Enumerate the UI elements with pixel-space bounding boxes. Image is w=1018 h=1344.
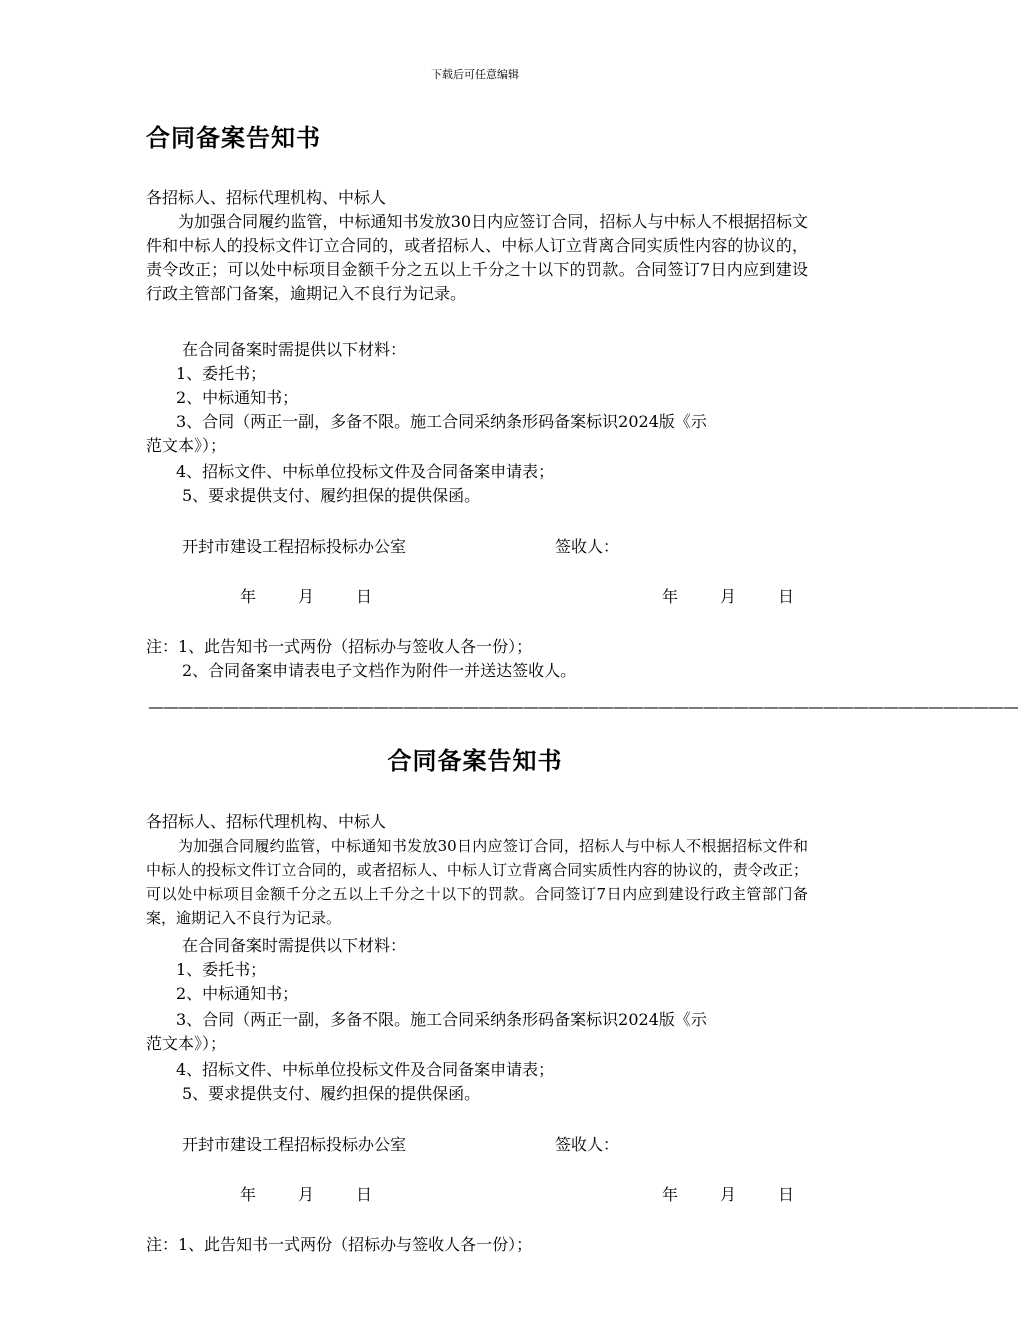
- addressee: 各招标人、招标代理机构、中标人: [146, 188, 387, 207]
- date-month: 月: [720, 587, 737, 606]
- body-paragraph: 为加强合同履约监管，中标通知书发放30日内应签订合同，招标人与中标人不根据招标文件和中标人的投标文件订立合同的，或者招标人、中标人订立背离合同实质性内容的协议的，责令改正；可以处中标项目金额千分之五以上千分之十以下的罚款。合同签订7日内应到建设行政主管部门备案，逾期记入不良行为记录。: [146, 212, 808, 303]
- note-1: 注：1、此告知书一式两份（招标办与签收人各一份）；: [146, 637, 533, 656]
- date-year: 年: [662, 587, 679, 606]
- material-item-3-cont: 范文本》）；: [146, 436, 227, 455]
- material-item-5: 5、要求提供支付、履约担保的提供保函。: [182, 1084, 481, 1103]
- material-item-3-cont: 范文本》）；: [146, 1034, 227, 1053]
- signer-label: 签收人：: [555, 1135, 620, 1154]
- material-item-2: 2、中标通知书；: [176, 388, 299, 407]
- date-day: 日: [778, 1185, 795, 1204]
- material-item-5: 5、要求提供支付、履约担保的提供保函。: [182, 486, 481, 505]
- signer-label: 签收人：: [555, 537, 620, 556]
- notice-title: 合同备案告知书: [146, 123, 321, 152]
- material-item-4: 4、招标文件、中标单位投标文件及合同备案申请表；: [176, 1060, 555, 1079]
- materials-intro: 在合同备案时需提供以下材料：: [182, 936, 407, 955]
- date-month: 月: [298, 587, 315, 606]
- date-month: 月: [720, 1185, 737, 1204]
- note-1: 注：1、此告知书一式两份（招标办与签收人各一份）；: [146, 1235, 533, 1254]
- material-item-2: 2、中标通知书；: [176, 984, 299, 1003]
- body-paragraph: 为加强合同履约监管，中标通知书发放30日内应签订合同，招标人与中标人不根据招标文件和中标人的投标文件订立合同的，或者招标人、中标人订立背离合同实质性内容的协议的，责令改正；可以处中标项目金额千分之五以上千分之十以下的罚款。合同签订7日内应到建设行政主管部门备案，逾期记入不良行为记录。: [146, 837, 808, 927]
- date-day: 日: [356, 587, 373, 606]
- date-year: 年: [240, 587, 257, 606]
- header-note: 下载后可任意编辑: [431, 68, 519, 81]
- material-item-3: 3、合同（两正一副，多备不限。施工合同采纳条形码备案标识2024版《示: [176, 412, 707, 431]
- date-year: 年: [240, 1185, 257, 1204]
- addressee: 各招标人、招标代理机构、中标人: [146, 812, 387, 831]
- issuing-office: 开封市建设工程招标投标办公室: [182, 1135, 407, 1154]
- date-month: 月: [298, 1185, 315, 1204]
- date-year: 年: [662, 1185, 679, 1204]
- material-item-3: 3、合同（两正一副，多备不限。施工合同采纳条形码备案标识2024版《示: [176, 1010, 707, 1029]
- material-item-1: 1、委托书；: [176, 364, 267, 383]
- separator-line: ——————————————————————————————————————————————————————————: [148, 697, 1018, 716]
- date-day: 日: [778, 587, 795, 606]
- materials-intro: 在合同备案时需提供以下材料：: [182, 340, 407, 359]
- notice-title: 合同备案告知书: [387, 746, 563, 775]
- material-item-1: 1、委托书；: [176, 960, 267, 979]
- date-day: 日: [356, 1185, 373, 1204]
- issuing-office: 开封市建设工程招标投标办公室: [182, 537, 407, 556]
- note-2: 2、合同备案申请表电子文档作为附件一并送达签收人。: [182, 661, 577, 680]
- material-item-4: 4、招标文件、中标单位投标文件及合同备案申请表；: [176, 462, 555, 481]
